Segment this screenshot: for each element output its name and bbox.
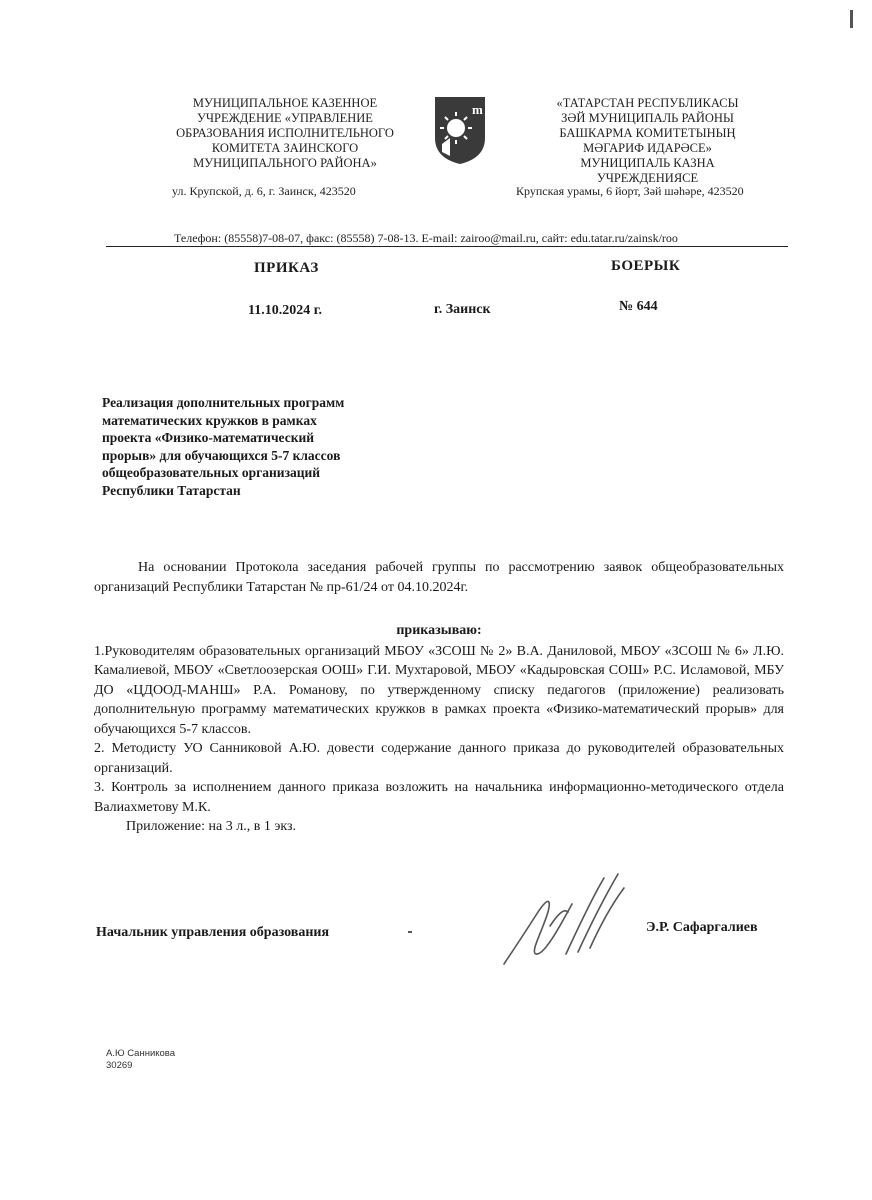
header-left-block — [160, 96, 410, 171]
scan-dot — [408, 931, 412, 933]
header-right-line: «ТАТАРСТАН РЕСПУБЛИКАСЫ — [556, 96, 739, 110]
header-left-line: МУНИЦИПАЛЬНОГО РАЙОНА» — [193, 156, 377, 170]
order-body — [94, 558, 784, 837]
header-right-address: Крупская урамы, 6 йорт, Зәй шәһәре, 423520 — [516, 184, 744, 198]
emblem-letter: m — [472, 102, 483, 117]
header-left-line: КОМИТЕТА ЗАИНСКОГО — [211, 141, 359, 155]
basis-paragraph: На основании Протокола заседания рабочей группы по рассмотрению заявок общеобразовательных организаций Республики Татарстан № пр-61/24 от 04.10.2024г. — [94, 560, 784, 595]
subject-line: Республики Татарстан — [102, 482, 241, 498]
order-subject — [102, 394, 408, 499]
executor-phone: 30269 — [106, 1060, 133, 1071]
handwritten-signature — [494, 868, 644, 978]
order-title-tt: БОЕРЫК — [611, 258, 681, 274]
header-left-line: ОБРАЗОВАНИЯ ИСПОЛНИТЕЛЬНОГО — [176, 126, 394, 140]
subject-line: проекта «Физико-математический — [102, 430, 315, 445]
order-title-ru: ПРИКАЗ — [254, 260, 319, 276]
emblem-shield-icon — [432, 94, 488, 166]
subject-line: общеобразовательных организаций — [102, 465, 321, 480]
subject-line: математических кружков в рамках — [102, 412, 317, 428]
header-left-address: ул. Крупской, д. 6, г. Заинск, 423520 — [172, 184, 356, 198]
header-right-line: УЧРЕЖДЕНИЯСЕ — [596, 171, 699, 185]
order-date: 11.10.2024 г. — [248, 303, 323, 318]
attachment-note: Приложение: на 3 л., в 1 экз. — [126, 819, 296, 834]
signatory-name: Э.Р. Сафаргалиев — [646, 920, 758, 935]
subject-line: прорыв» для обучающихся 5-7 классов — [102, 447, 341, 463]
order-city: г. Заинск — [434, 302, 491, 317]
order-item-1: 1.Руководителям образовательных организаций МБОУ «ЗСОШ № 2» В.А. Даниловой, МБОУ «ЗСОШ № 6» Л.Ю. Камалиевой, МБОУ «Светлоозерская ООШ» Г.И. Мухтаровой, МБОУ «Кадыровская СОШ» Р.С. Исламовой, МБУ ДО «ЦДООД-МАНШ» Р.А. Романову, по утвержденному списку педагогов (приложение) реализовать дополнительную программу математических кружков в рамках проекта «Физико-математический прорыв» для обучающихся 5-7 классов. — [94, 643, 784, 737]
order-word: приказываю: — [396, 623, 482, 638]
order-number: № 644 — [619, 299, 658, 314]
coat-of-arms-emblem — [432, 94, 488, 166]
order-item-3: 3. Контроль за исполнением данного приказа возложить на начальника информационно-методического отдела Валиахметову М.К. — [94, 780, 784, 815]
header-right-line: МУНИЦИПАЛЬ КАЗНА — [580, 156, 715, 170]
subject-line: Реализация дополнительных программ — [102, 395, 345, 410]
executor-name: А.Ю Санникова — [106, 1048, 176, 1059]
contact-line: Телефон: (85558)7-08-07, факс: (85558) 7-08-13. E-mail: zairoo@mail.ru, сайт: edu.tatar.ru/zainsk/roo — [174, 231, 678, 245]
executor-block — [106, 1048, 175, 1072]
header-left-line: МУНИЦИПАЛЬНОЕ КАЗЕННОЕ — [192, 96, 378, 110]
signature-scribble-icon — [494, 868, 644, 978]
header-right-block — [520, 96, 775, 186]
header-left-line: УЧРЕЖДЕНИЕ «УПРАВЛЕНИЕ — [197, 111, 373, 125]
scan-edge-mark — [850, 10, 853, 28]
order-item-2: 2. Методисту УО Санниковой А.Ю. довести содержание данного приказа до руководителей образовательных организаций. — [94, 741, 784, 776]
header-right-line: ЗӘЙ МУНИЦИПАЛЬ РАЙОНЫ — [561, 111, 734, 125]
header-right-line: МӘГАРИФ ИДАРӘСЕ» — [583, 141, 712, 155]
header-right-line: БАШКАРМА КОМИТЕТЫНЫҢ — [559, 126, 736, 140]
signatory-position: Начальник управления образования — [96, 925, 330, 940]
header-divider — [106, 246, 788, 247]
